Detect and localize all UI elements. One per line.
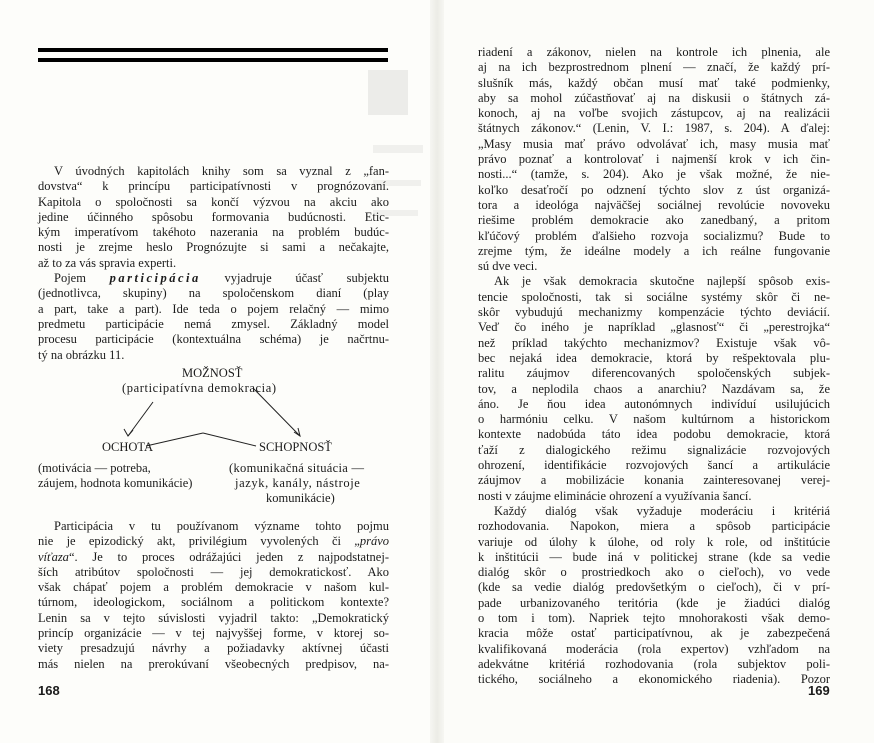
text-line: a part, take a part). Ide teda o pojem relačný — mimo: [38, 301, 389, 316]
text-line: procesu participácie (kontextuálna schéma) je načrtnu-: [38, 332, 389, 347]
arrowhead-left: [124, 429, 133, 436]
text-line: právo poznať a kontrolovať i najmenší krok v ich čin-: [478, 152, 830, 167]
emphasis-term: víťaza: [38, 549, 69, 564]
text-line: Veď čo iného je napríklad „glasnosť“ či „perestrojka“: [478, 320, 830, 335]
text-line: áno. Je ňou idea autonómnych indivíduí usilujúcich: [478, 396, 830, 411]
diagram-right-title: SCHOPNOSŤ: [259, 440, 332, 454]
text-line: o harmóniu celku. V našom kultúrnom a historickom: [478, 412, 830, 427]
emphasis-term: participácia: [109, 271, 201, 286]
text-line: [38, 271, 389, 286]
text-line: (kde sa vedie dialóg predovšetkým o cieľoch), či v prí-: [478, 580, 830, 595]
text-line: riešime problém demokracie ako zanedbaný, a pritom: [478, 213, 830, 228]
paragraph-1: [38, 164, 389, 271]
diagram-edge-bottom-1: [146, 433, 203, 446]
text-line: tov, a neplodila chaos a anarchiu? Nazdávam sa, že: [478, 381, 830, 396]
text-fragment: vyjadruje účasť subjektu: [224, 271, 389, 286]
chapter-rule-top: [38, 48, 388, 52]
text-line: nosti v záujme eliminácie ohrození a využívania šancí.: [478, 488, 752, 503]
text-line: bec nejaká idea demokracie, ktorá by rešpektovala plu-: [478, 350, 830, 365]
diagram-left-title: OCHOTA: [102, 440, 154, 454]
text-line: jedine účinného spôsobu formovania budúcnosti. Etic-: [38, 209, 389, 224]
text-line: koľko desaťročí po odznení týchto slov z úst organizá-: [478, 182, 830, 197]
page-number-right: 169: [808, 683, 830, 698]
text-fragment: Pojem: [54, 271, 86, 286]
book-gutter: [430, 0, 444, 743]
text-line: tora a ideológa najväčšej sociálnej revolúcie novoveku: [478, 197, 830, 212]
text-line: viety presadzujú návrhy a požiadavky aktívnej účasti: [38, 641, 389, 656]
diagram-left-desc-1: (motivácia — potreba,: [38, 461, 151, 475]
text-line: zrejme tým, že ideálne modely a ich reálne fungovanie: [478, 243, 830, 258]
paragraph-dialogue: [478, 504, 830, 688]
text-line: túrnom, ideologickom, sociálnom a politickom kontexte?: [38, 595, 389, 610]
text-line: kým imperatívom takéhoto nazerania na problém budúc-: [38, 225, 389, 240]
text-line: más nielen na prerokúvaní všeobecných predpisov, na-: [38, 656, 389, 671]
text-line: riadení a zákonov, nielen na kontrole ich plnenia, ale: [478, 45, 830, 59]
text-line: [38, 534, 389, 549]
text-line: rozhodovania. Napokon, miera a spôsob participácie: [478, 519, 830, 534]
diagram-top-title: MOŽNOSŤ: [182, 366, 243, 380]
text-line: slušník más, každý občan musí mať také podmienky,: [478, 75, 830, 90]
text-line: záujmov a mobilizácie konania zainteresovanej verej-: [478, 473, 830, 488]
text-line: k inštitúcii — bude iná v politickej strane (kde sa vedie: [478, 549, 830, 564]
text-line: ohrození, identifikácie rozvojových šancí a artikulácie: [478, 458, 830, 473]
text-line: než príklad takýchto mechanizmov? Existuje však vô-: [478, 335, 830, 350]
text-line: adekvátne kritériá rozhodovania (rola subjektov poli-: [478, 656, 830, 671]
paragraph-democracy: [478, 274, 830, 503]
text-line: nosti...“ (tamže, s. 204). Ako je však možné, že nie-: [478, 167, 830, 182]
text-line: [38, 550, 389, 565]
left-text-bottom: [38, 519, 389, 672]
text-line: princíp organizácie — v tej najvyššej forme, v ktorej so-: [38, 626, 389, 641]
text-line: kľúčový problém ďalšieho rozvoja socializmu? Bude to: [478, 228, 830, 243]
emphasis-term: právo: [359, 534, 389, 549]
text-line: konoch, aj na voľbe svojich zástupcov, aj na realizácii: [478, 106, 830, 121]
diagram-right-desc-2: jazyk, kanály, nástroje: [235, 476, 361, 490]
text-line: Ak je však demokracia skutočne najlepší spôsob exis-: [494, 274, 830, 289]
text-line: kvalifikovaná moderácia (rola expertov) vzhľadom na: [478, 641, 830, 656]
text-fragment: nie je epizodický akt, privilégium vyvolených či „: [38, 534, 360, 549]
text-line: aj na ich bezprostrednom plnení — značí, že každý prí-: [478, 60, 830, 75]
text-line: nosti je zrejme heslo Prognózujte si sami a nečakajte,: [38, 240, 389, 255]
text-line: kracia môže ostať participatívnou, ak je zabezpečená: [478, 626, 830, 641]
diagram-right-desc-1: (komunikačná situácia —: [229, 461, 365, 475]
text-line: variuje od úlohy k úlohe, od roly k role, od inštitúcie: [478, 534, 830, 549]
diagram-left-desc-2: záujem, hodnota komunikácie): [38, 476, 193, 490]
text-line: skôr vybudujú mechanizmy kompenzácie týchto deviácií.: [478, 305, 830, 320]
diagram-edge-bottom-2: [203, 433, 256, 446]
participation-diagram: [38, 366, 389, 506]
text-line: štátnych zákonov.“ (Lenin, V. I.: 1987, s. 204). A ďalej:: [478, 121, 830, 136]
arrowhead-right: [294, 428, 300, 436]
text-line: však chápať pojem a problém demokracie v našom kul-: [38, 580, 389, 595]
text-line: Každý dialóg však vyžaduje moderáciu i kritériá: [494, 503, 830, 518]
text-line: až to za vás spravia experti.: [38, 255, 177, 270]
text-line: Kapitola o spoločnosti sa končí výzvou na akciu ako: [38, 194, 389, 209]
text-line: (jednotlivca, skupiny) na spoločenskom dianí (play: [38, 286, 389, 301]
text-line: „Masy musia mať právo odvolávať ich, masy musia mať: [478, 136, 830, 151]
text-line: ších atribútov spoločnosti — jej demokratickosť. Ako: [38, 564, 389, 579]
text-line: Lenin sa v tejto súvislosti vyjadril takto: „Demokratický: [38, 610, 389, 625]
text-line: o tom i tom). Napriek tejto mnohorakosti však demo-: [478, 610, 830, 625]
text-line: V úvodných kapitolách knihy som sa vyznal z „fan-: [54, 164, 389, 178]
text-fragment: “. Je to proces odrážajúci jeden z najpodstatnej-: [68, 549, 389, 564]
diagram-right-desc-3: komunikácie): [266, 491, 335, 505]
text-line: Participácia v tu používanom význame tohto pojmu: [54, 519, 389, 533]
text-line: aby sa mohol zúčastňovať aj na diskusii o štátnych zá-: [478, 90, 830, 105]
chapter-rule-bottom: [38, 58, 388, 62]
page-number-left: 168: [38, 683, 60, 698]
paragraph-continued: [478, 45, 830, 274]
diagram-top-subtitle: (participatívna demokracia): [122, 381, 277, 395]
text-line: ralitu záujmov diferencovaných spoločenských subjek-: [478, 366, 830, 381]
text-line: kontexte nadobúda táto idea podobu demokracie, ktorá: [478, 427, 830, 442]
left-text-top: [38, 164, 389, 363]
text-line: tencie spoločnosti, tak si sociálne systémy skôr či ne-: [478, 289, 830, 304]
text-line: dialóg skôr o prostriedkoch ako o cieľoch), vo vede: [478, 565, 830, 580]
text-line: sú dve veci.: [478, 259, 538, 274]
text-line: tý na obrázku 11.: [38, 347, 125, 362]
paragraph-2: [38, 271, 389, 363]
text-line: ťaží z dialogického režimu signalizácie rozvojových: [478, 442, 830, 457]
right-text: [478, 45, 830, 687]
text-line: tického, sociálneho a ekonomického riadenia). Pozor: [478, 672, 830, 687]
text-line: pade urbanizovaného teritória (kde je žiadúci dialóg: [478, 595, 830, 610]
text-line: predmetu participácie nemá zmysel. Základný model: [38, 316, 389, 331]
text-line: dovstva“ k princípu participatívnosti v prognózovaní.: [38, 179, 389, 194]
